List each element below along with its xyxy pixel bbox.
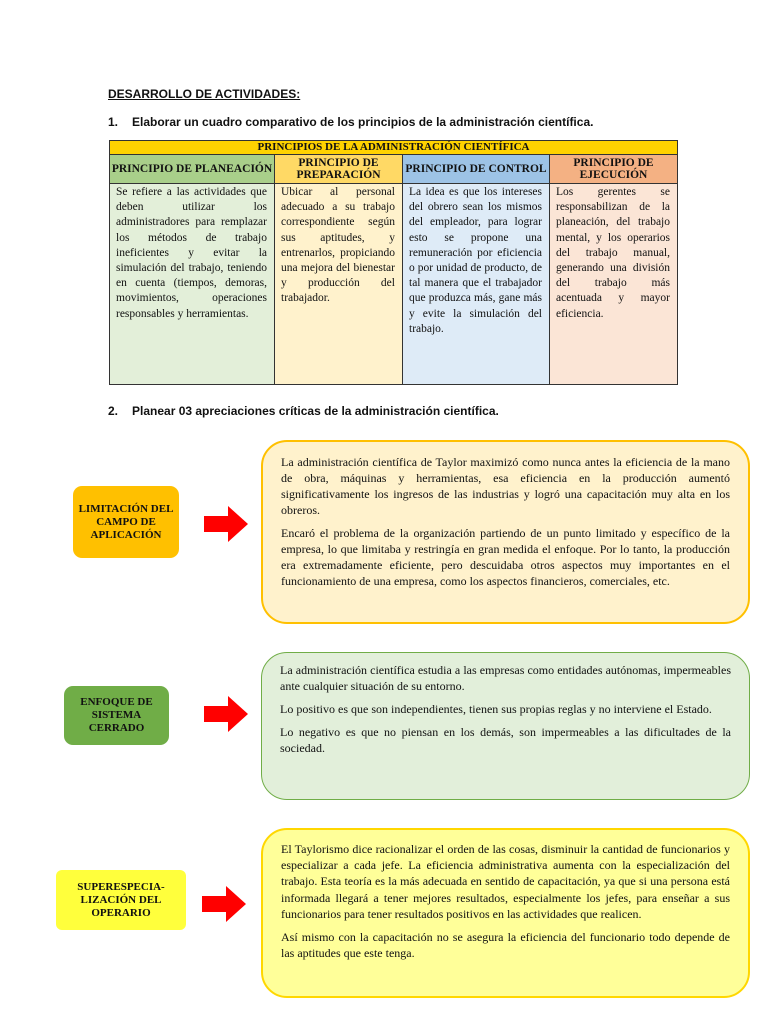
question-2: [108, 404, 499, 418]
question-1: [108, 115, 593, 129]
label-limitacion: LIMITACIÓN DEL CAMPO DE APLICACIÓN: [73, 486, 179, 558]
appreciation-box-1: [261, 440, 750, 624]
cell-control: La idea es que los intereses del obrero sean los mismos del empleador, para lograr esto se propone una remuneración por eficiencia o por unidad de producto, de tal manera que el trabajador que produzca más, gane más y evite la simulación del trabajo.: [403, 184, 550, 385]
question-1-number: 1.: [108, 115, 119, 129]
arrow-right-icon: [204, 696, 248, 732]
box-2-paragraph-1: La administración científica estudia a las empresas como entidades autónomas, impermeables ante cualquier situación de su entorno.: [280, 663, 731, 693]
comparison-table: [109, 140, 678, 385]
header-control: PRINCIPIO DE CONTROL: [403, 155, 550, 184]
question-2-number: 2.: [108, 404, 119, 418]
box-1-paragraph-1: La administración científica de Taylor maximizó como nunca antes la eficiencia de la mano de obra, máquinas y herramientas, esa eficiencia en la producción aumentó significativamente los ingresos de las industrias y logró una capacitación muy alta en los obreros.: [281, 455, 730, 517]
appreciation-box-2: [261, 652, 750, 800]
box-2-paragraph-2: Lo positivo es que son independientes, tienen sus propias reglas y no interviene el Estado.: [280, 702, 712, 716]
cell-planeacion: Se refiere a las actividades que deben utilizar los administradores para remplazar los métodos de trabajo ineficientes y evitar la simulación del trabajo, teniendo en cuenta (tiempos, demoras, movimientos, operaciones responsables y herramientas.: [110, 184, 275, 385]
table-title: PRINCIPIOS DE LA ADMINISTRACIÓN CIENTÍFICA: [110, 141, 678, 155]
box-3-paragraph-2: Así mismo con la capacitación no se asegura la eficiencia del funcionario todo depende de las aptitudes que este tenga.: [281, 930, 730, 961]
question-1-text: Elaborar un cuadro comparativo de los principios de la administración científica.: [132, 115, 594, 129]
label-sistema-cerrado: ENFOQUE DE SISTEMA CERRADO: [64, 686, 169, 745]
appreciation-box-3: [261, 828, 750, 998]
section-heading: DESARROLLO DE ACTIVIDADES:: [108, 87, 301, 101]
cell-ejecucion: Los gerentes se responsabilizan de la planeación, del trabajo mental, y los operarios del trabajo manual, generando una división del trabajo más acentuada y mayor eficiencia.: [550, 184, 678, 385]
cell-preparacion: Ubicar al personal adecuado a su trabajo correspondiente según sus aptitudes, y entrenarlos, propiciando una mejora del bienestar y producción del trabajador.: [275, 184, 403, 385]
header-ejecucion: PRINCIPIO DE EJECUCIÓN: [550, 155, 678, 184]
box-2-paragraph-3: Lo negativo es que no piensan en los demás, son impermeables a las dificultades de la sociedad.: [280, 725, 731, 755]
header-preparacion: PRINCIPIO DE PREPARACIÓN: [275, 155, 403, 184]
header-planeacion: PRINCIPIO DE PLANEACIÓN: [110, 155, 275, 184]
arrow-right-icon: [204, 506, 248, 542]
box-1-paragraph-2: Encaró el problema de la organización partiendo de un punto limitado y específico de la empresa, lo que limitaba y restringía en gran medida el enfoque. Por lo tanto, la producción era extremadamente eficiente, pero descuidaba otros aspectos muy importantes en el funcionamiento de una empresa, como los aspectos financieros, comerciales, etc.: [281, 526, 730, 588]
label-superespecializacion: SUPERESPECIA-LIZACIÓN DEL OPERARIO: [56, 870, 186, 930]
question-2-text: Planear 03 apreciaciones críticas de la administración científica.: [132, 404, 499, 418]
box-3-paragraph-1: El Taylorismo dice racionalizar el orden de las cosas, disminuir la cantidad de funcionarios y especializar a cada jefe. La eficiencia administrativa aumenta con la especialización del trabajo. Esta teoría es la más adecuada en sentido de capacitación, ya que si una persona está informada llegará a tener mejores resultados, especialmente los jefes, para enseñar a sus funcionarios para tener resultados positivos en las actividades que realicen.: [281, 842, 730, 921]
arrow-right-icon: [202, 886, 246, 922]
